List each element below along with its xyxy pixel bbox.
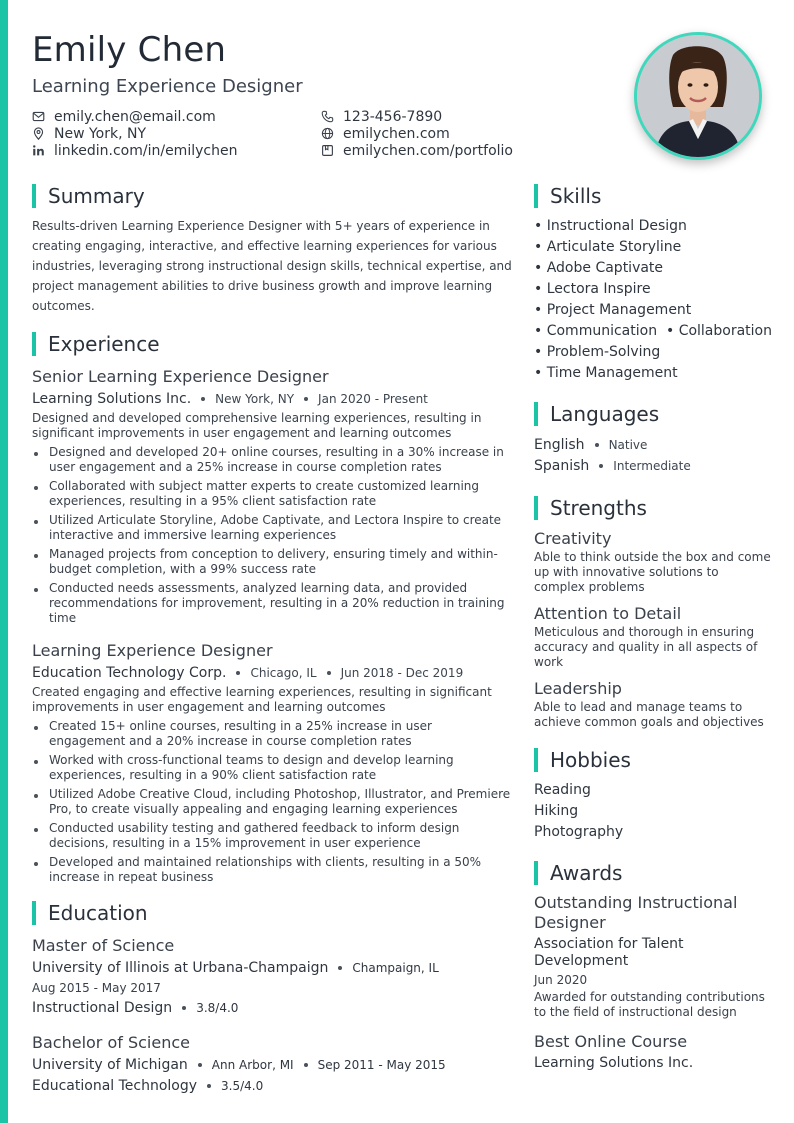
skill-item: • Communication • Collaboration: [534, 323, 772, 339]
section-education-title: Education: [48, 901, 148, 925]
contact-linkedin-text: linkedin.com/in/emilychen: [54, 142, 238, 159]
skill-item: • Time Management: [534, 365, 678, 381]
experience-bullets: [32, 719, 512, 885]
experience-description: Created engaging and effective learning experiences, resulting in significant improvements in user engagement and learning outcomes: [32, 685, 492, 714]
resume-page: [32, 0, 772, 1123]
contact-website-text: emilychen.com: [343, 125, 450, 142]
education-field: Educational Technology: [32, 1077, 198, 1094]
education-field-line: [32, 997, 512, 1018]
strength-title: Leadership: [534, 679, 622, 698]
language-level: Intermediate: [613, 458, 691, 473]
email-icon: [32, 110, 45, 123]
skill-text: Articulate Storyline: [546, 239, 682, 255]
education-gpa: 3.8/4.0: [196, 1000, 239, 1015]
strength-title: Attention to Detail: [534, 604, 682, 623]
right-column: [534, 184, 772, 1072]
education-field: Instructional Design: [32, 999, 173, 1016]
contact-linkedin[interactable]: [32, 142, 321, 159]
skill-text: Time Management: [546, 365, 678, 381]
skill-item: • Project Management: [534, 302, 692, 318]
skill-item: • Adobe Captivate: [534, 260, 664, 276]
location-icon: [32, 127, 45, 140]
list-item: Designed and developed 20+ online courses, resulting in a 30% increase in user engagement and a 25% increase in course completion rates: [32, 445, 512, 475]
experience-location: Chicago, IL: [250, 666, 317, 680]
contact-list: [32, 108, 592, 159]
strength-item: [534, 603, 772, 670]
skill-item: • Articulate Storyline: [534, 239, 682, 255]
education-entry: [32, 935, 512, 1018]
experience-meta: [32, 388, 512, 410]
education-gpa: 3.5/4.0: [221, 1078, 264, 1093]
experience-bullets: [32, 445, 512, 626]
language-name: English: [534, 436, 585, 453]
separator-dot: [595, 443, 599, 447]
separator-dot: [207, 1084, 211, 1088]
section-marker: [32, 901, 36, 925]
award-item: [534, 893, 772, 1020]
skill-text: Problem-Solving: [546, 344, 661, 360]
list-item: Created 15+ online courses, resulting in a 25% increase in user engagement and a 20% increase in course completion rates: [32, 719, 512, 749]
strength-item: [534, 528, 772, 595]
strength-desc: Able to lead and manage teams to achieve common goals and objectives: [534, 700, 764, 729]
education-dates: Aug 2015 - May 2017: [32, 980, 161, 995]
strength-item: [534, 678, 772, 730]
section-experience: [32, 332, 512, 356]
summary-text: Results-driven Learning Experience Designer with 5+ years of experience in creating engaging, interactive, and effective learning experiences for various industries, leveraging strong instructional design skills, technical expertise, and project management abilities to drive business growth and improve learning outcomes.: [32, 219, 512, 313]
list-item: Collaborated with subject matter experts to create customized learning experiences, resulting in a 95% client satisfaction rate: [32, 479, 512, 509]
list-item: Managed projects from conception to delivery, ensuring timely and within-budget completion, with a 99% success rate: [32, 547, 512, 577]
section-languages: [534, 402, 772, 426]
experience-entry: [32, 366, 512, 626]
experience-company: Education Technology Corp.: [32, 665, 227, 681]
language-level: Native: [608, 437, 648, 452]
contact-location: [32, 125, 321, 142]
left-column: [32, 184, 512, 1096]
language-item: [534, 434, 772, 455]
education-location: Ann Arbor, MI: [211, 1057, 294, 1072]
section-strengths: [534, 496, 772, 520]
strength-title: Creativity: [534, 529, 612, 548]
candidate-name: Emily Chen: [32, 30, 227, 70]
section-marker: [534, 861, 538, 885]
language-name: Spanish: [534, 457, 590, 474]
linkedin-icon: [32, 144, 45, 157]
contact-phone-text: 123-456-7890: [343, 108, 443, 125]
section-summary-title: Summary: [48, 184, 145, 208]
separator-dot: [304, 1063, 308, 1067]
experience-role: Senior Learning Experience Designer: [32, 367, 329, 386]
list-item: Utilized Adobe Creative Cloud, including Photoshop, Illustrator, and Premiere Pro, to create visually appealing and engaging learning experiences: [32, 787, 512, 817]
experience-role: Learning Experience Designer: [32, 641, 273, 660]
award-org: Learning Solutions Inc.: [534, 1055, 694, 1071]
award-item: [534, 1032, 772, 1072]
contact-location-text: New York, NY: [54, 125, 147, 142]
section-hobbies-title: Hobbies: [550, 748, 631, 772]
section-skills-title: Skills: [550, 184, 602, 208]
award-org: Association for Talent Development: [534, 936, 684, 969]
award-title: Outstanding Instructional Designer: [534, 893, 738, 932]
separator-dot: [327, 671, 331, 675]
section-awards-title: Awards: [550, 861, 623, 885]
experience-entry: [32, 640, 512, 885]
section-skills: [534, 184, 772, 208]
contact-email-text: emily.chen@email.com: [54, 108, 216, 125]
separator-dot: [182, 1006, 186, 1010]
list-item: Utilized Articulate Storyline, Adobe Captivate, and Lectora Inspire to create interactive and immersive learning experiences: [32, 513, 512, 543]
globe-icon: [321, 127, 334, 140]
contact-phone[interactable]: [321, 108, 592, 125]
strength-desc: Meticulous and thorough in ensuring accuracy and quality in all aspects of work: [534, 625, 758, 669]
phone-icon: [321, 110, 334, 123]
portrait-image: [637, 35, 759, 157]
skill-item: • Lectora Inspire: [534, 281, 651, 297]
education-school: University of Illinois at Urbana-Champaign: [32, 959, 329, 976]
separator-dot: [236, 671, 240, 675]
list-item: Conducted usability testing and gathered feedback to inform design decisions, resulting in a 15% improvement in user experience: [32, 821, 512, 851]
experience-location: New York, NY: [215, 392, 295, 406]
section-marker: [534, 496, 538, 520]
skill-text: Collaboration: [678, 323, 772, 339]
education-location: Champaign, IL: [352, 960, 439, 975]
list-item: Developed and maintained relationships with clients, resulting in a 50% increase in repeat business: [32, 855, 512, 885]
skill-text: Adobe Captivate: [546, 260, 664, 276]
profile-photo: [634, 32, 762, 160]
section-marker: [32, 332, 36, 356]
portfolio-icon: [321, 144, 334, 157]
separator-dot: [338, 966, 342, 970]
skill-text: Communication: [546, 323, 658, 339]
education-school: University of Michigan: [32, 1056, 188, 1073]
education-entry: [32, 1032, 512, 1096]
section-education: [32, 901, 512, 925]
separator-dot: [304, 397, 308, 401]
hobby-item: Photography: [534, 824, 624, 840]
separator-dot: [198, 1063, 202, 1067]
section-summary: [32, 184, 512, 208]
section-marker: [534, 402, 538, 426]
award-title: Best Online Course: [534, 1032, 688, 1051]
education-degree: Master of Science: [32, 936, 175, 955]
section-marker: [32, 184, 36, 208]
accent-bar: [0, 0, 8, 1123]
skill-item: • Instructional Design: [534, 218, 687, 234]
section-marker: [534, 748, 538, 772]
strength-desc: Able to think outside the box and come up with innovative solutions to complex problems: [534, 550, 771, 594]
list-item: Worked with cross-functional teams to design and develop learning experiences, resulting in a 90% client satisfaction rate: [32, 753, 512, 783]
language-item: [534, 455, 772, 476]
education-field-line: [32, 1075, 512, 1096]
separator-dot: [201, 397, 205, 401]
hobby-item: Reading: [534, 782, 591, 798]
contact-email[interactable]: [32, 108, 321, 125]
skills-list: [534, 216, 772, 384]
education-school-line: [32, 1054, 512, 1075]
skill-item: • Problem-Solving: [534, 344, 661, 360]
skill-text: Project Management: [546, 302, 692, 318]
contact-portfolio[interactable]: [321, 142, 592, 159]
education-degree: Bachelor of Science: [32, 1033, 190, 1052]
skill-text: Instructional Design: [546, 218, 687, 234]
section-marker: [534, 184, 538, 208]
section-awards: [534, 861, 772, 885]
skill-text: Lectora Inspire: [546, 281, 651, 297]
experience-dates: Jan 2020 - Present: [318, 392, 428, 406]
section-experience-title: Experience: [48, 332, 160, 356]
education-dates: Sep 2011 - May 2015: [317, 1057, 446, 1072]
candidate-title: Learning Experience Designer: [32, 76, 303, 97]
separator-dot: [599, 464, 603, 468]
education-school-line: [32, 957, 512, 978]
section-strengths-title: Strengths: [550, 496, 647, 520]
experience-description: Designed and developed comprehensive learning experiences, resulting in significant improvements in user engagement and learning outcomes: [32, 411, 482, 440]
experience-company: Learning Solutions Inc.: [32, 391, 192, 407]
section-languages-title: Languages: [550, 402, 660, 426]
contact-website[interactable]: [321, 125, 592, 142]
hobby-item: Hiking: [534, 803, 579, 819]
experience-meta: [32, 662, 512, 684]
award-date: Jun 2020: [534, 973, 588, 987]
contact-portfolio-text: emilychen.com/portfolio: [343, 142, 513, 159]
section-hobbies: [534, 748, 772, 772]
experience-dates: Jun 2018 - Dec 2019: [340, 666, 464, 680]
list-item: Conducted needs assessments, analyzed learning data, and provided recommendations for improvement, resulting in a 20% reduction in training time: [32, 581, 512, 626]
award-desc: Awarded for outstanding contributions to the field of instructional design: [534, 990, 765, 1019]
